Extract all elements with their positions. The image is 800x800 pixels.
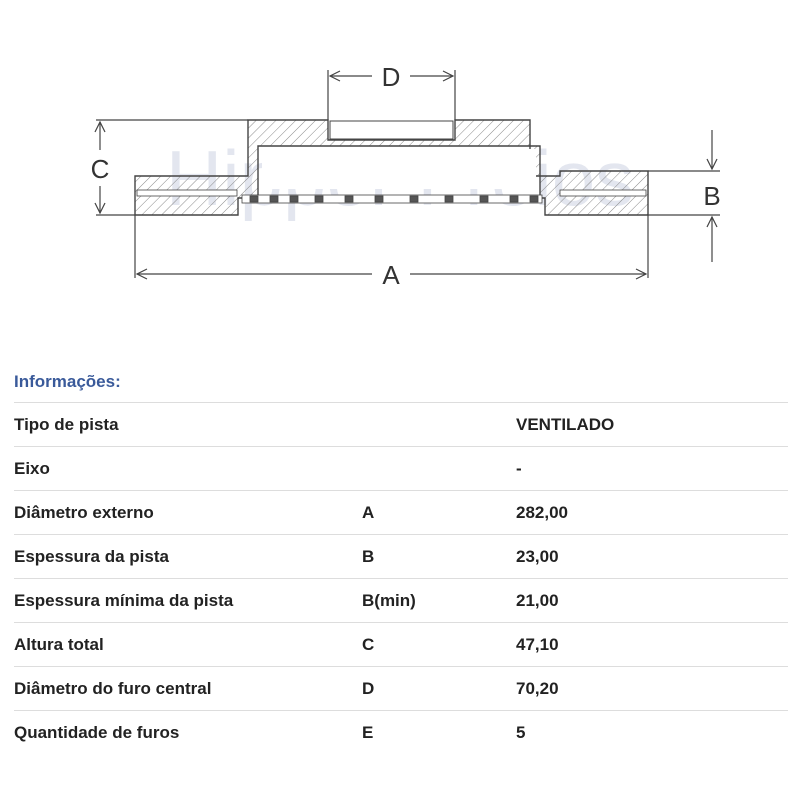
info-table (14, 362, 788, 754)
row-value: 282,00 (516, 503, 568, 522)
table-row (14, 534, 788, 578)
dimension-c-label: C (90, 154, 110, 184)
row-label: Eixo (14, 459, 50, 478)
row-code: B(min) (362, 591, 416, 610)
table-row (14, 622, 788, 666)
step-groove-right (560, 190, 646, 196)
row-value: 21,00 (516, 591, 559, 610)
table-row (14, 490, 788, 534)
row-code: C (362, 635, 375, 654)
hat-cavity (262, 149, 536, 189)
row-label: Espessura da pista (14, 547, 169, 566)
row-label: Altura total (14, 635, 104, 654)
row-label: Quantidade de furos (14, 723, 180, 742)
row-label: Diâmetro do furo central (14, 679, 212, 698)
dimension-d-label: D (381, 62, 401, 92)
row-value: 23,00 (516, 547, 559, 566)
brake-disc-diagram (0, 0, 800, 330)
row-label: Diâmetro externo (14, 503, 154, 522)
table-row (14, 446, 788, 490)
row-value: - (516, 459, 522, 478)
row-label: Tipo de pista (14, 415, 119, 434)
row-value: 70,20 (516, 679, 559, 698)
row-code: B (362, 547, 375, 566)
row-code: A (362, 503, 375, 522)
table-row (14, 710, 788, 754)
row-value: VENTILADO (516, 415, 615, 434)
brake-disc-drawing (0, 0, 800, 330)
table-row (14, 402, 788, 446)
dimension-a-label: A (382, 260, 400, 290)
center-bore (330, 121, 453, 139)
row-value: 5 (516, 723, 526, 742)
ventilation-vanes (242, 195, 542, 203)
row-label: Espessura mínima da pista (14, 591, 234, 610)
table-row (14, 578, 788, 622)
info-title: Informações: (14, 372, 121, 391)
row-code: E (362, 723, 374, 742)
row-value: 47,10 (516, 635, 559, 654)
table-row (14, 666, 788, 710)
step-groove-left (137, 190, 237, 196)
dimension-b-label: B (703, 181, 721, 211)
row-code: D (362, 679, 375, 698)
